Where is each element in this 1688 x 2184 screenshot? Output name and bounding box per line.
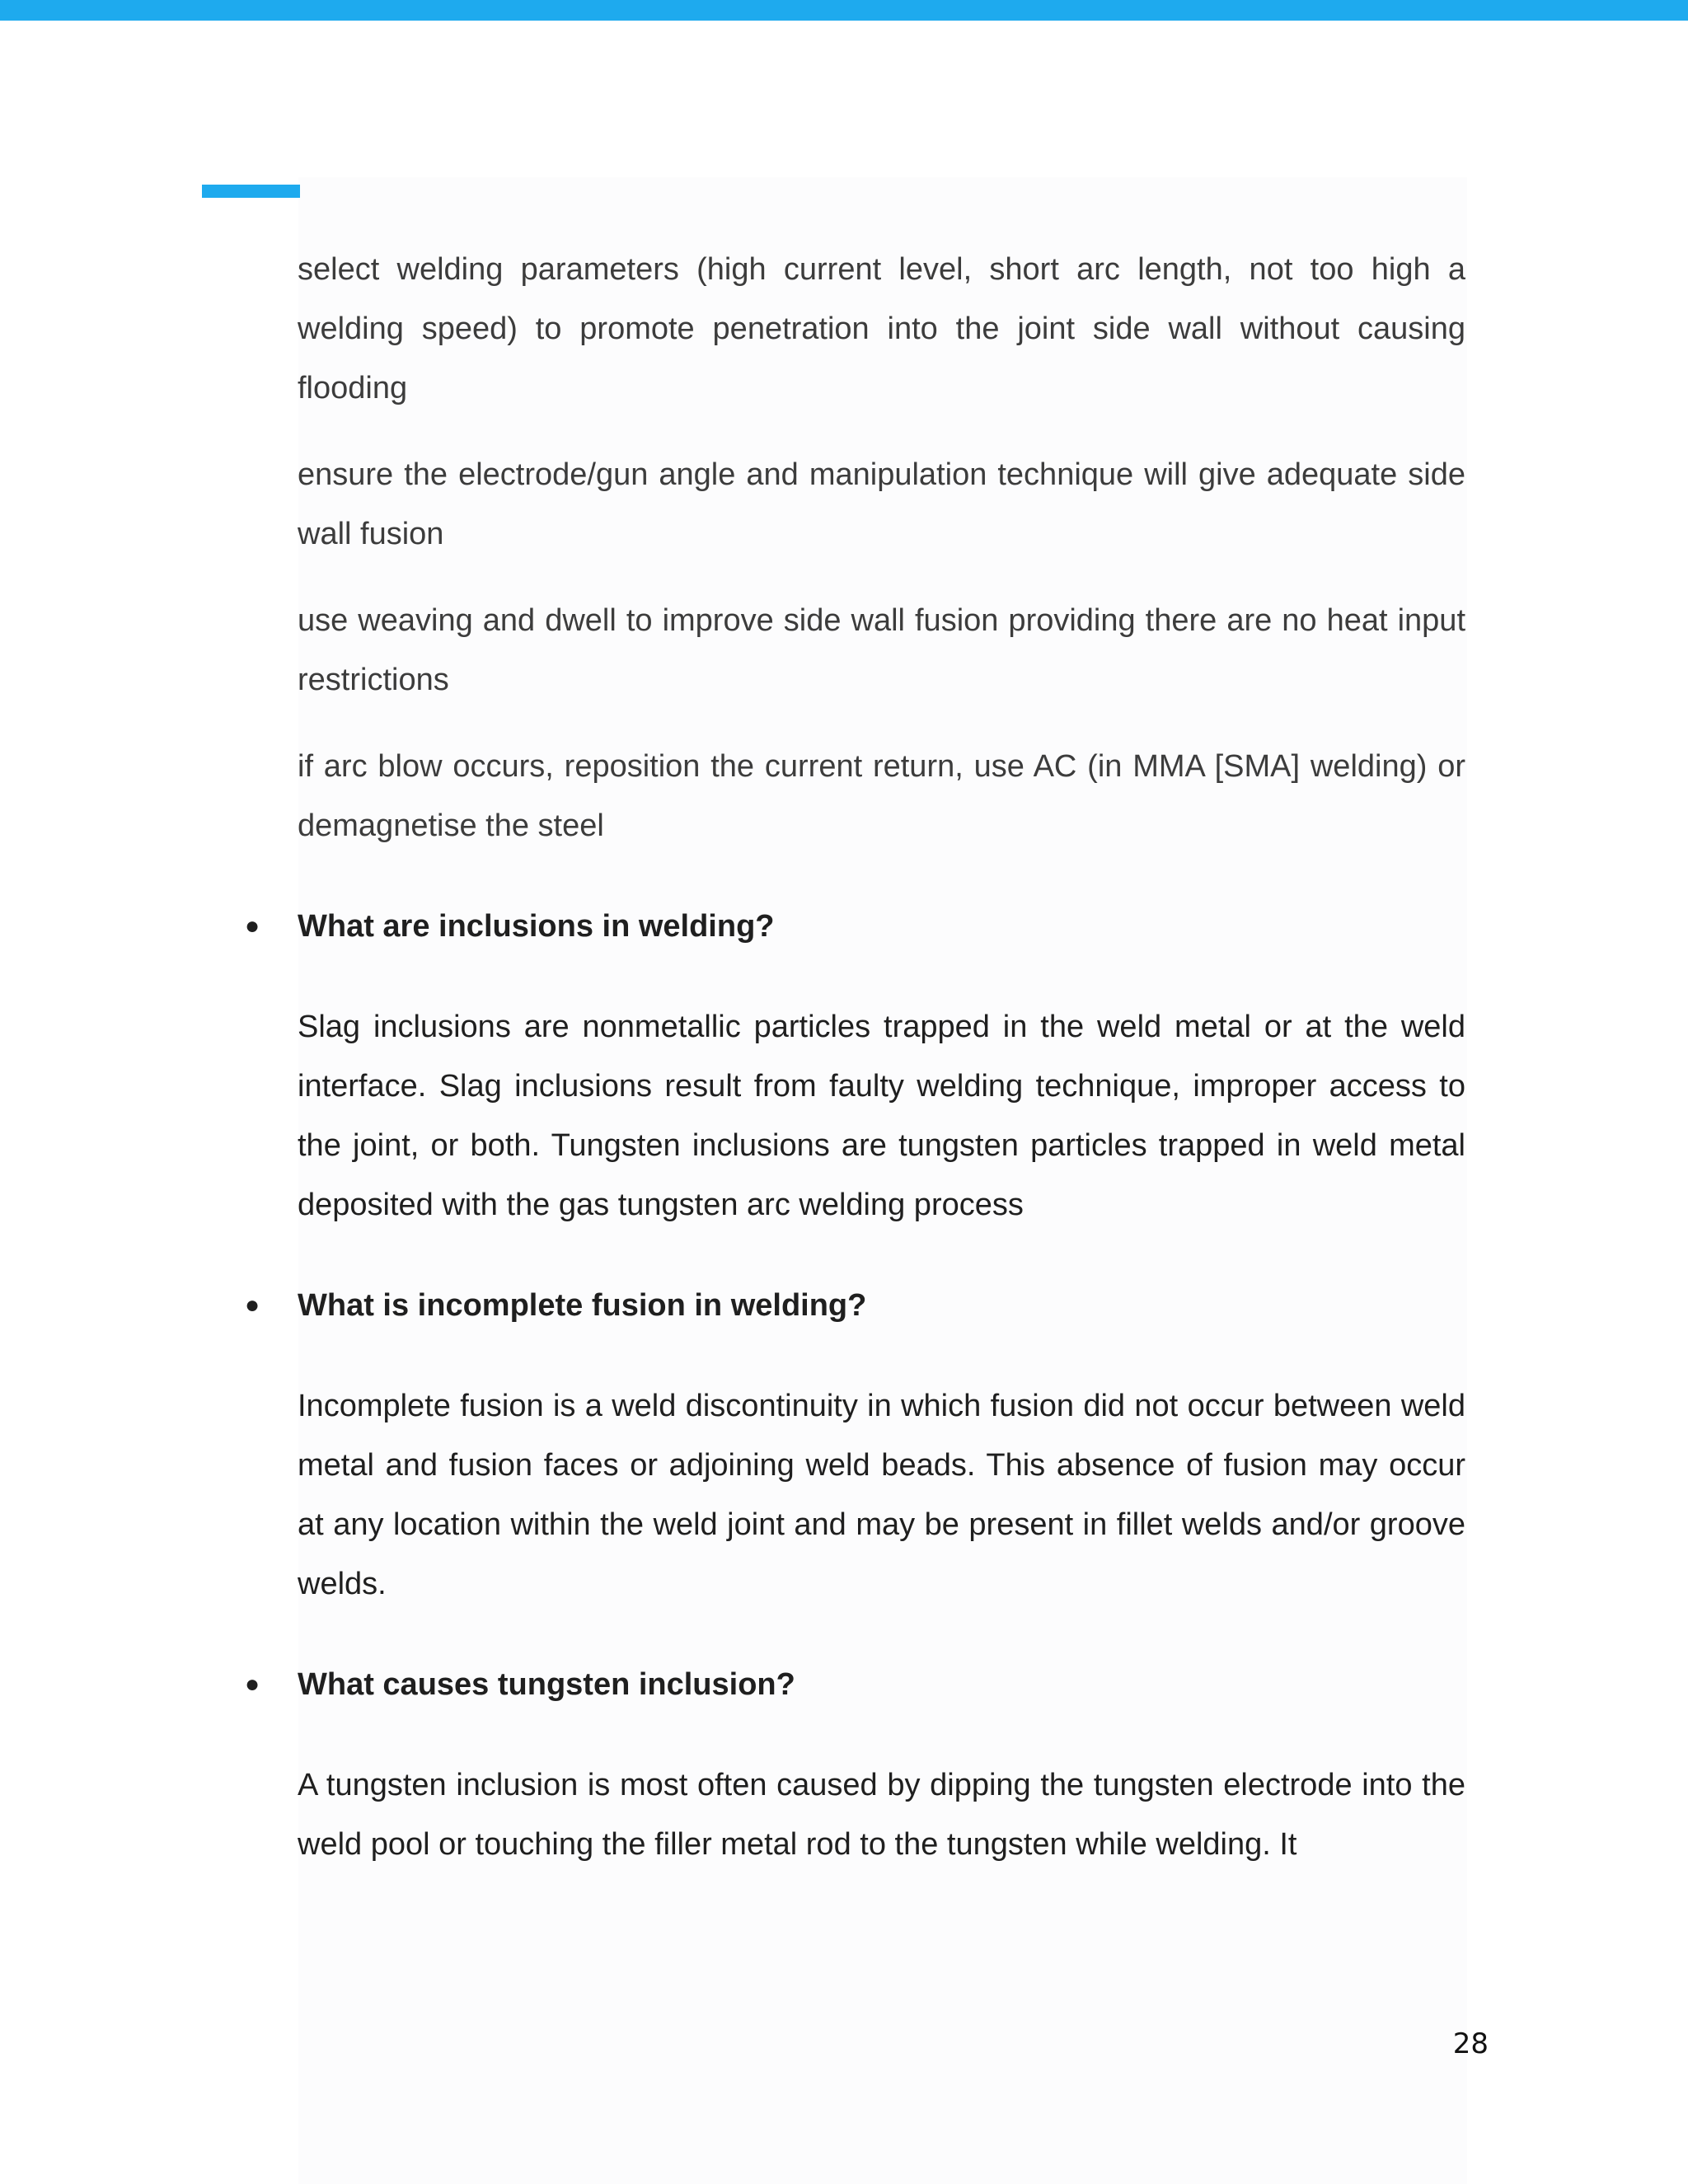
bullet-icon: ● (245, 912, 260, 940)
question-text: What are inclusions in welding? (298, 909, 775, 944)
question-heading (245, 1276, 1465, 1335)
continued-paragraph: select welding parameters (high current level, short arc length, not too high a welding speed) to promote penetration into the joint side wall without causing flooding (298, 252, 1465, 405)
bullet-icon: ● (245, 1671, 260, 1698)
continued-paragraph: ensure the electrode/gun angle and manipulation technique will give adequate side wall fusion (298, 457, 1465, 551)
question-heading (245, 897, 1465, 956)
section-accent-dash (202, 185, 300, 198)
question-text: What causes tungsten inclusion? (298, 1667, 795, 1702)
answer-paragraph: Slag inclusions are nonmetallic particles trapped in the weld metal or at the weld interface. Slag inclusions result from faulty welding technique, improper access to the joint, or both. Tungsten inclusions are tungsten particles trapped in weld metal deposited with the gas tungsten arc welding process (298, 1010, 1465, 1222)
page-number: 28 (1452, 2027, 1489, 2060)
top-accent-bar (0, 0, 1688, 21)
continued-paragraph: if arc blow occurs, reposition the current return, use AC (in MMA [SMA] welding) or demagnetise the steel (298, 749, 1465, 843)
bullet-icon: ● (245, 1291, 260, 1319)
question-heading (245, 1655, 1465, 1714)
question-text: What is incomplete fusion in welding? (298, 1288, 867, 1323)
answer-paragraph: A tungsten inclusion is most often caused by dipping the tungsten electrode into the weld pool or touching the filler metal rod to the tungsten while welding. It (298, 1768, 1465, 1862)
continued-paragraph: use weaving and dwell to improve side wall fusion providing there are no heat input restrictions (298, 603, 1465, 697)
page-content (245, 240, 1465, 1874)
answer-paragraph: Incomplete fusion is a weld discontinuity in which fusion did not occur between weld metal and fusion faces or adjoining weld beads. This absence of fusion may occur at any location within the weld joint and may be present in fillet welds and/or groove welds. (298, 1389, 1465, 1601)
